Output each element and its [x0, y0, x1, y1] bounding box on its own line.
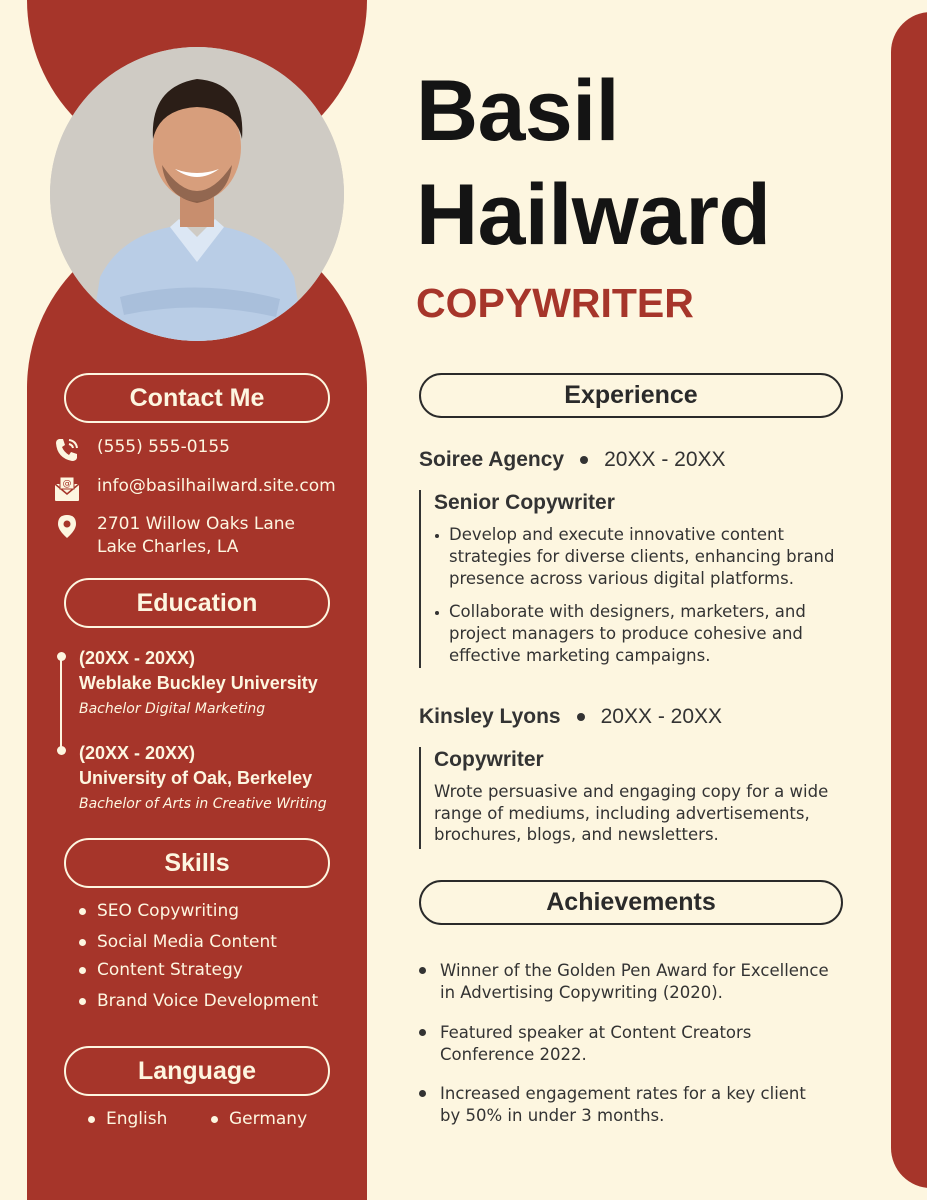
- job-role: Copywriter: [434, 748, 544, 771]
- job-bullet: Collaborate with designers, marketers, and project managers to produce cohesive and effective marketing campaigns.: [434, 601, 843, 667]
- right-decor-strip: [891, 12, 927, 1188]
- education-degree: Bachelor of Arts in Creative Writing: [79, 796, 327, 812]
- job-years: 20XX - 20XX: [600, 705, 723, 728]
- job-title: COPYWRITER: [416, 280, 694, 326]
- skills-heading: Skills: [64, 838, 330, 888]
- job-years: 20XX - 20XX: [604, 448, 726, 471]
- achievement-item: Featured speaker at Content Creators Conference 2022.: [419, 1022, 809, 1066]
- job-header: [419, 448, 726, 472]
- language-heading: Language: [64, 1046, 330, 1096]
- education-school: Weblake Buckley University: [79, 673, 318, 693]
- education-years: (20XX - 20XX): [79, 743, 196, 763]
- email-text[interactable]: info@basilhailward.site.com: [97, 476, 336, 496]
- timeline-dot: [57, 652, 66, 661]
- skill-item: SEO Copywriting: [79, 900, 239, 922]
- address-line-2: Lake Charles, LA: [97, 537, 239, 557]
- education-heading: Education: [64, 578, 330, 628]
- education-item: [79, 646, 318, 720]
- job-company: Kinsley Lyons: [419, 705, 561, 728]
- sidebar: [27, 0, 367, 1200]
- job-bullet: Develop and execute innovative content strategies for diverse clients, enhancing brand presence across various digital platforms.: [434, 524, 843, 590]
- skill-item: Brand Voice Development: [79, 990, 318, 1012]
- job-details: [419, 747, 843, 849]
- phone-icon: [53, 436, 81, 464]
- language-item: Germany: [211, 1108, 307, 1130]
- contact-phone: [53, 436, 230, 464]
- job-description: Wrote persuasive and engaging copy for a wide range of mediums, including advertisements, brochures, blogs, and newsletters.: [434, 782, 829, 844]
- skill-item: Content Strategy: [79, 959, 243, 981]
- last-name: Hailward: [416, 167, 771, 263]
- contact-heading: Contact Me: [64, 373, 330, 423]
- email-icon: [53, 475, 81, 503]
- language-item: English: [88, 1108, 167, 1130]
- education-school: University of Oak, Berkeley: [79, 768, 313, 788]
- education-timeline: [60, 656, 62, 751]
- job-company: Soiree Agency: [419, 448, 565, 471]
- address-line-1: 2701 Willow Oaks Lane: [97, 514, 296, 534]
- job-details: [419, 490, 843, 668]
- job-role: Senior Copywriter: [434, 491, 615, 514]
- education-item: [79, 741, 327, 815]
- achievement-item: Winner of the Golden Pen Award for Excellence in Advertising Copywriting (2020).: [419, 960, 829, 1004]
- education-years: (20XX - 20XX): [79, 648, 196, 668]
- skill-item: Social Media Content: [79, 931, 277, 953]
- education-degree: Bachelor Digital Marketing: [79, 701, 266, 717]
- timeline-dot: [57, 746, 66, 755]
- contact-email: [53, 475, 336, 503]
- achievements-heading: Achievements: [419, 880, 843, 925]
- experience-heading: Experience: [419, 373, 843, 418]
- first-name: Basil: [416, 63, 620, 159]
- contact-address: [53, 513, 295, 559]
- svg-text:@: @: [62, 479, 72, 489]
- location-pin-icon: [53, 513, 81, 541]
- profile-photo: [50, 47, 344, 341]
- job-header: [419, 705, 722, 729]
- phone-text[interactable]: (555) 555-0155: [97, 437, 230, 457]
- achievement-item: Increased engagement rates for a key client by 50% in under 3 months.: [419, 1083, 819, 1127]
